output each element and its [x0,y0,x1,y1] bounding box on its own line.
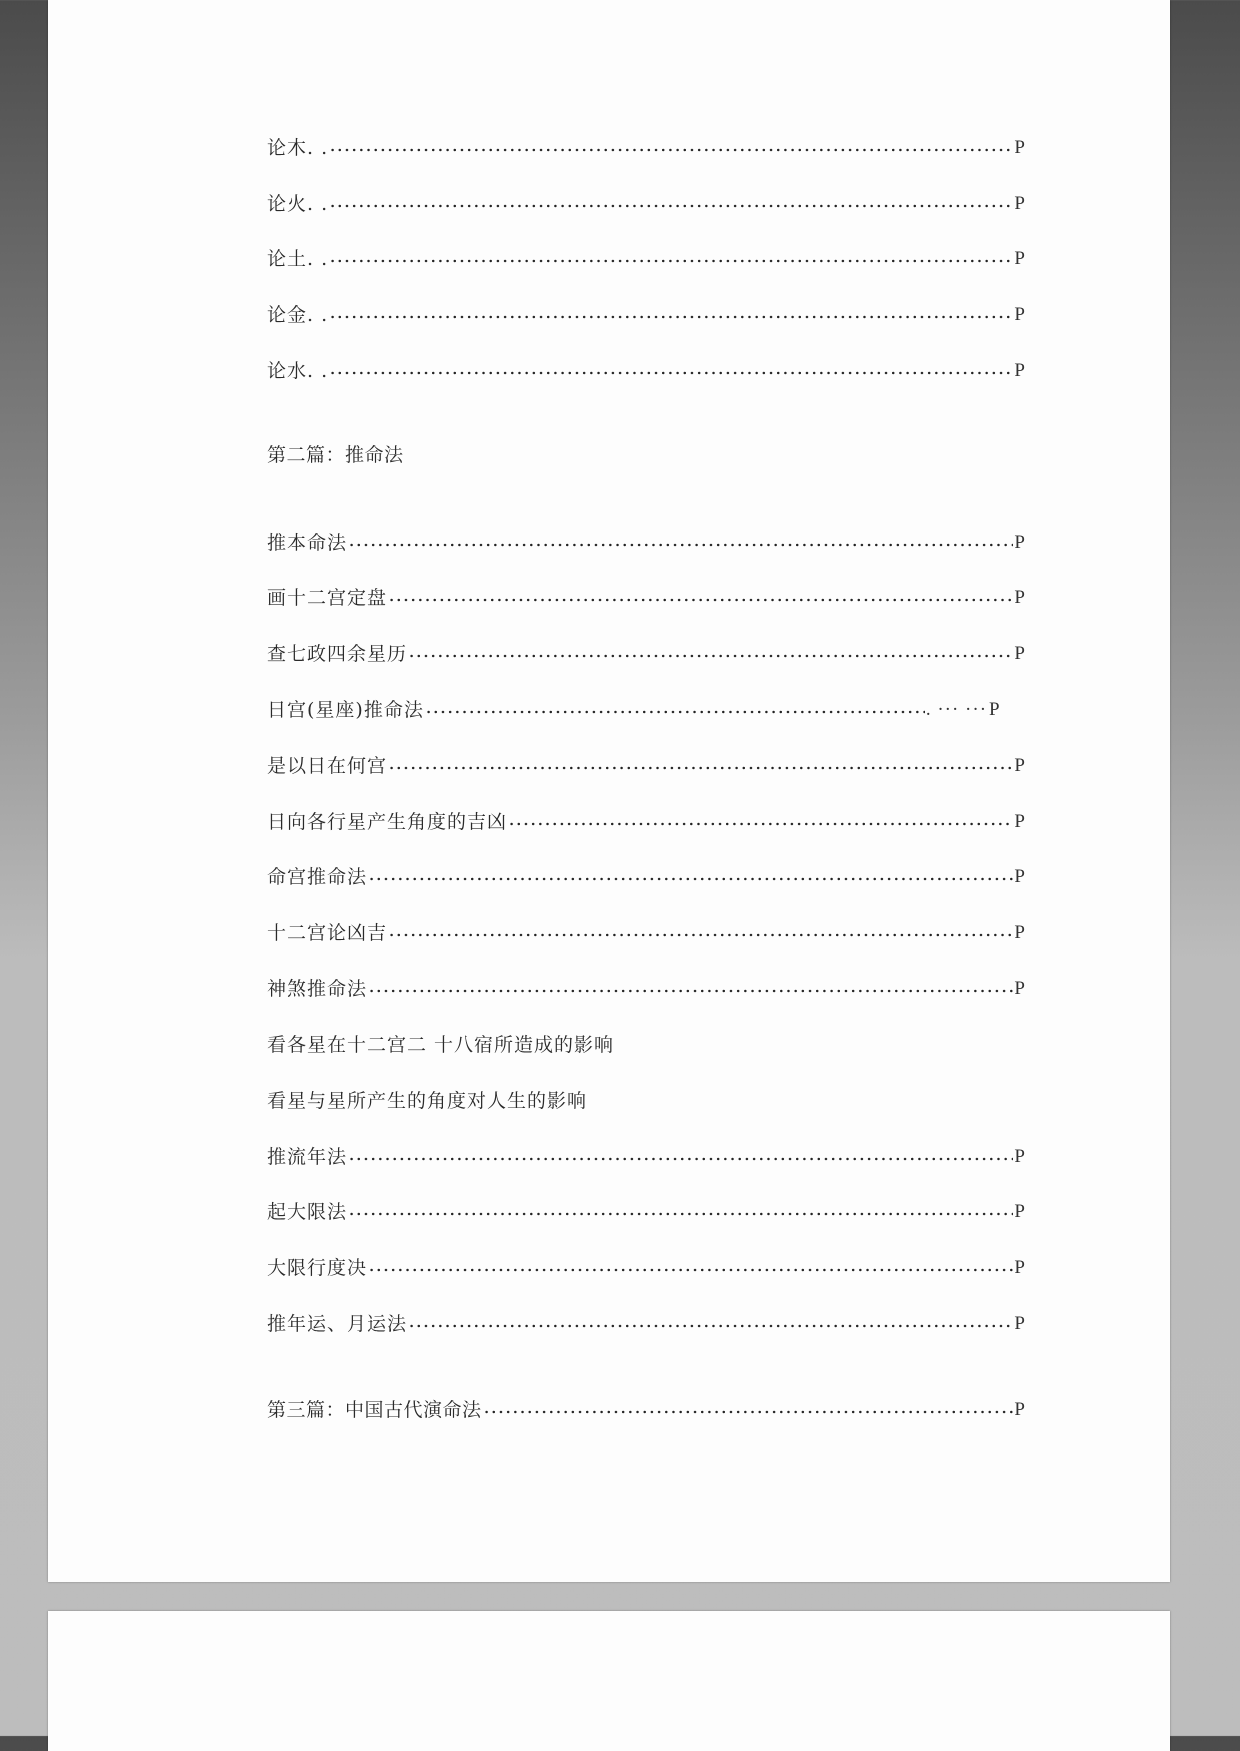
toc-entry[interactable] [267,1139,1025,1169]
dot-leader [348,541,1013,549]
section-heading-label: 第二篇：推命法 [267,444,404,466]
toc-entry[interactable] [267,859,1025,889]
toc-entry-label: 日宫(星座)推命法 [267,699,424,721]
dot-leader [329,146,1013,154]
toc-page-number: P [1014,304,1025,325]
dot-leader [329,202,1013,210]
toc-entry-label: 画十二宫定盘 [267,587,388,609]
toc-entry[interactable] [267,186,1025,216]
toc-entry-label: 推流年法 [267,1146,348,1168]
toc-page-number: P [1014,1146,1025,1167]
toc-page-number: P [1014,1399,1025,1420]
toc-page-number: P [1014,248,1025,269]
toc-entry[interactable] [267,1306,1025,1336]
document-page-1 [48,0,1170,1582]
toc-entry[interactable] [267,130,1025,160]
toc-entry-label: 推年运、月运法 [267,1313,408,1335]
document-page-2 [48,1611,1170,1751]
toc-page-number: P [1014,532,1025,553]
toc-entry-label: 论水. . [267,360,329,382]
dot-leader [408,652,1013,660]
toc-entry-label: 日向各行星产生角度的吉凶 [267,811,508,833]
toc-entry[interactable] [267,297,1025,327]
toc-entry[interactable] [267,636,1025,666]
toc-entry-label: 论金. . [267,304,329,326]
dot-leader [348,1210,1013,1218]
toc-plain-entry [267,1083,1025,1113]
dot-leader [388,596,1013,604]
toc-entry[interactable] [267,971,1025,1001]
toc-page-number: P [1014,1313,1025,1334]
toc-entry-label: 十二宫论凶吉 [267,922,388,944]
toc-entry-label: 论木. . [267,137,329,159]
leader-break: . ··· ··· [925,699,988,720]
toc-entry-label: 论火. . [267,193,329,215]
toc-entry-label: 是以日在何宫 [267,755,388,777]
toc-page-number: P [1014,1257,1025,1278]
toc-entry-label: 大限行度决 [267,1257,368,1279]
toc-page-number: P [1014,755,1025,776]
dot-leader [368,875,1013,883]
toc-entry[interactable] [267,915,1025,945]
toc-entry[interactable] [267,525,1025,555]
toc-page-number: P [1014,866,1025,887]
toc-page-number: P [989,699,1000,720]
toc-entry[interactable] [267,804,1025,834]
dot-leader [368,987,1013,995]
toc-entry-label: 查七政四余星历 [267,643,408,665]
dot-leader [388,764,1013,772]
toc-entry[interactable] [267,1250,1025,1280]
toc-page-number: P [1014,1201,1025,1222]
dot-leader [508,820,1013,828]
toc-page-number: P [1014,137,1025,158]
toc-page-number: P [1014,978,1025,999]
toc-entry[interactable] [267,580,1025,610]
dot-leader [483,1408,1014,1416]
toc-entry[interactable] [267,241,1025,271]
section-heading-part-2 [267,437,1025,467]
toc-page-number: P [1014,922,1025,943]
toc-entry-label: 推本命法 [267,532,348,554]
dot-leader [329,369,1013,377]
toc-page-number: P [1014,360,1025,381]
toc-entry-label: 第三篇：中国古代演命法 [267,1399,482,1421]
toc-entry-label: 命宫推命法 [267,866,368,888]
dot-leader [425,708,925,716]
toc-entry-label: 看各星在十二宫二 十八宿所造成的影响 [267,1034,615,1056]
toc-entry[interactable] [267,748,1025,778]
toc-page-number: P [1014,193,1025,214]
toc-entry[interactable] [267,692,1025,722]
dot-leader [329,313,1013,321]
dot-leader [348,1155,1013,1163]
toc-entry[interactable] [267,353,1025,383]
dot-leader [368,1266,1013,1274]
dot-leader [329,257,1013,265]
toc-entry[interactable] [267,1194,1025,1224]
toc-entry-label: 神煞推命法 [267,978,368,1000]
toc-entry-label: 看星与星所产生的角度对人生的影响 [267,1090,588,1112]
toc-page-number: P [1014,811,1025,832]
toc-page-number: P [1014,643,1025,664]
toc-entry-label: 论土. . [267,248,329,270]
toc-page-number: P [1014,587,1025,608]
toc-entry-part-3[interactable] [267,1392,1025,1422]
toc-plain-entry [267,1027,1025,1057]
dot-leader [388,931,1013,939]
dot-leader [408,1322,1013,1330]
toc-entry-label: 起大限法 [267,1201,348,1223]
